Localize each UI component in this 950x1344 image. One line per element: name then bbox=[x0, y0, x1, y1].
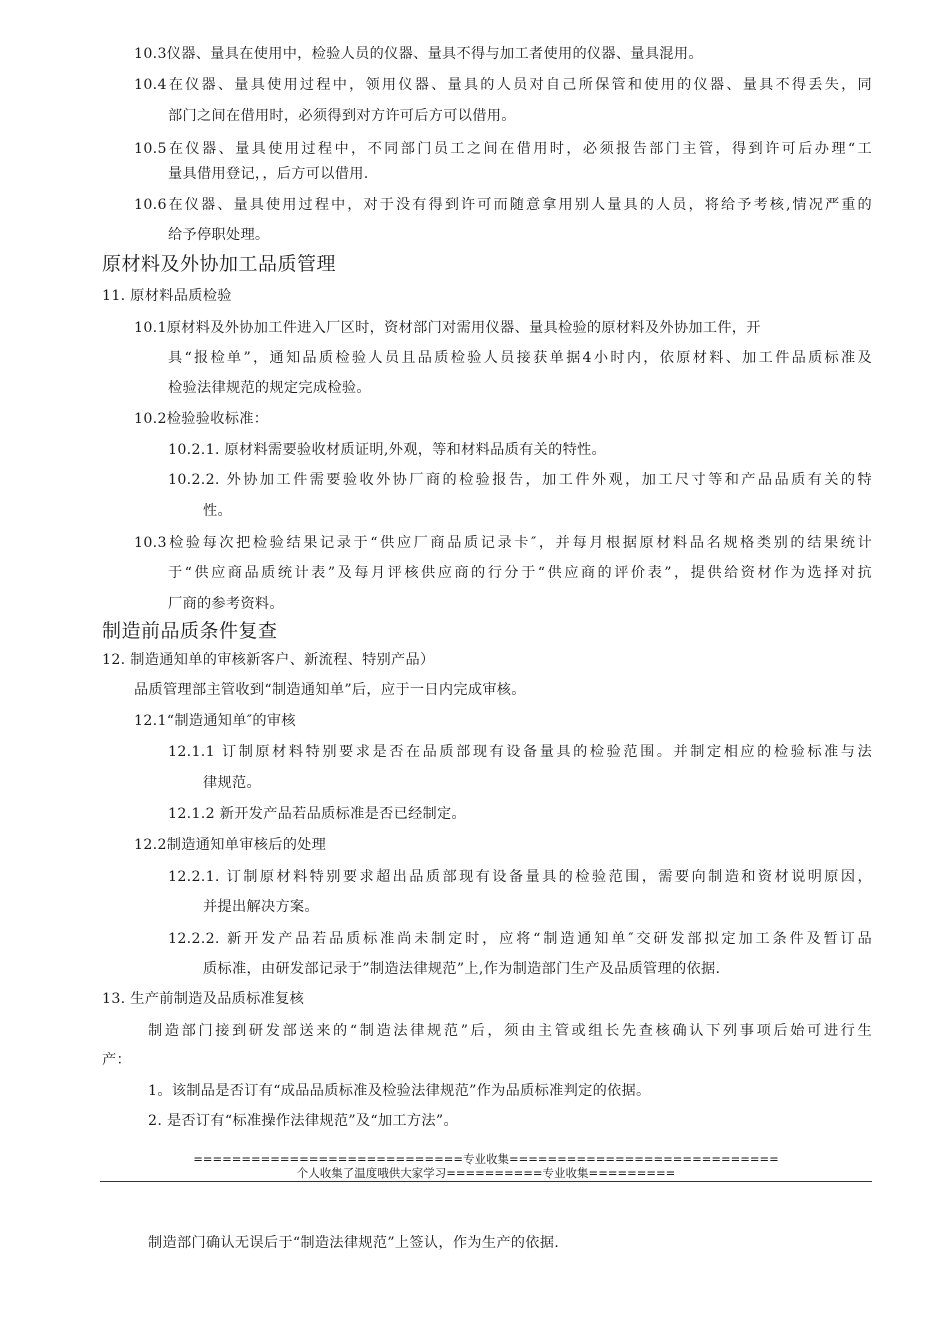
line-10-4: 10.4在仪器、量具使用过程中，领用仪器、量具的人员对自己所保管和使用的仪器、量具不得丢失，同 bbox=[134, 77, 872, 93]
line-13-intro: 制造部门接到研发部送来的“制造法律规范”后，须由主管或组长先查核确认下列事项后始可进行生 bbox=[148, 1023, 872, 1039]
line-12-2-1-cont: 并提出解决方案。 bbox=[203, 899, 319, 915]
line-10-3: 10.3仪器、量具在使用中，检验人员的仪器、量具不得与加工者使用的仪器、量具混用。 bbox=[134, 46, 703, 62]
line-10-4-cont: 部门之间在借用时，必须得到对方许可后方可以借用。 bbox=[168, 108, 516, 124]
line-10-3b: 10.3检验每次把检验结果记录于“供应厂商品质记录卡″，并每月根据原材料品名规格类别的结果统计 bbox=[134, 535, 872, 551]
section-heading-raw-materials: 原材料及外协加工品质管理 bbox=[102, 253, 337, 275]
line-13-item-1: 1。该制品是否订有“成品品质标准及检验法律规范”作为品质标准判定的依据。 bbox=[148, 1083, 651, 1099]
footer-rule bbox=[100, 1181, 872, 1182]
line-12-2-2-cont: 质标准，由研发部记录于”制造法律规范”上,作为制造部门生产及品质管理的依据. bbox=[203, 961, 721, 977]
section-heading-pre-production: 制造前品质条件复查 bbox=[102, 620, 278, 642]
line-12-1-1-cont: 律规范。 bbox=[203, 775, 261, 791]
line-10-1: 10.1原材料及外协加工件进入厂区时，资材部门对需用仪器、量具检验的原材料及外协加工件，开 bbox=[134, 320, 761, 336]
line-10-3b-cont2: 厂商的参考资料。 bbox=[168, 596, 284, 612]
line-10-2-2-cont: 性。 bbox=[203, 503, 232, 519]
line-10-2: 10.2检验验收标准： bbox=[134, 411, 269, 427]
line-13: 13. 生产前制造及品质标准复核 bbox=[102, 991, 305, 1007]
line-12-intro: 品质管理部主管收到“制造通知单”后，应于一日内完成审核。 bbox=[134, 682, 526, 698]
line-10-6-cont: 给予停职处理。 bbox=[168, 227, 270, 243]
line-10-1-cont2: 检验法律规范的规定完成检验。 bbox=[168, 380, 371, 396]
footer-line-1: ============================专业收集============================ bbox=[193, 1152, 779, 1166]
line-11: 11. 原材料品质检验 bbox=[102, 288, 232, 304]
line-12-1-2: 12.1.2 新开发产品若品质标准是否已经制定。 bbox=[168, 806, 467, 822]
line-12-2-1: 12.2.1. 订制原材料特别要求超出品质部现有设备量具的检验范围，需要向制造和资材说明原因， bbox=[168, 869, 872, 885]
line-12-2: 12.2制造通知单审核后的处理 bbox=[134, 837, 327, 853]
line-10-5: 10.5在仪器、量具使用过程中，不同部门员工之间在借用时，必须报告部门主管，得到许可后办理“工 bbox=[134, 141, 872, 157]
line-10-6: 10.6在仪器、量具使用过程中，对于没有得到许可而随意拿用别人量具的人员，将给予考核,情况严重的 bbox=[134, 197, 872, 213]
line-12-2-2: 12.2.2. 新开发产品若品质标准尚未制定时，应将“制造通知单″交研发部拟定加工条件及暂订品 bbox=[168, 931, 872, 947]
footer-line-2: 个人收集了温度哦供大家学习==========专业收集========= bbox=[296, 1166, 676, 1180]
line-10-3b-cont: 于“供应商品质统计表”及每月评核供应商的行分于“供应商的评价表”，提供给资材作为选择对抗 bbox=[168, 565, 872, 581]
line-12-1: 12.1“制造通知单″的审核 bbox=[134, 713, 296, 729]
line-13-intro-cont: 产： bbox=[102, 1052, 131, 1068]
line-12-1-1: 12.1.1 订制原材料特别要求是否在品质部现有设备量具的检验范围。并制定相应的检验标准与法 bbox=[168, 744, 872, 760]
line-10-5-cont: 量具借用登记，，后方可以借用. bbox=[168, 166, 369, 182]
line-10-2-1: 10.2.1. 原材料需要验收材质证明,外观，等和材料品质有关的特性。 bbox=[168, 442, 607, 458]
line-12: 12. 制造通知单的审核新客户、新流程、特别产品） bbox=[102, 652, 435, 668]
line-10-2-2: 10.2.2. 外协加工件需要验收外协厂商的检验报告，加工件外观，加工尺寸等和产品品质有关的特 bbox=[168, 472, 872, 488]
line-final: 制造部门确认无误后于“制造法律规范”上签认，作为生产的依据. bbox=[148, 1235, 560, 1251]
line-13-item-2: 2. 是否订有“标准操作法律规范”及“加工方法”。 bbox=[148, 1113, 458, 1129]
line-10-1-cont: 具“报检单”，通知品质检验人员且品质检验人员接获单据4小时内，依原材料、加工件品质标准及 bbox=[168, 350, 872, 366]
